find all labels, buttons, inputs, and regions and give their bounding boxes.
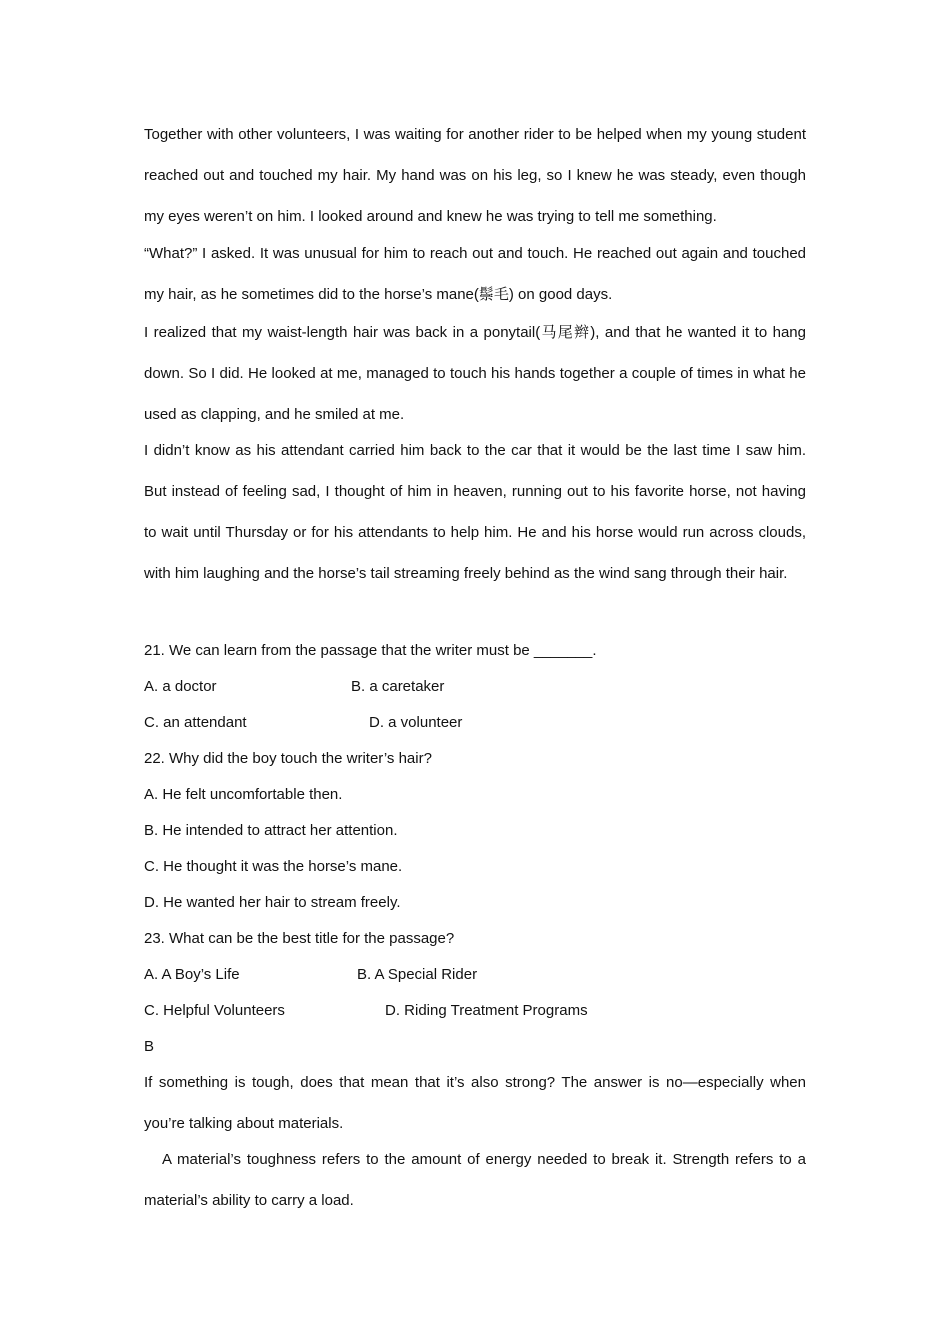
question-23-stem: 23. What can be the best title for the passage? xyxy=(144,930,455,947)
passage-a-paragraph-2: “What?” I asked. It was unusual for him to reach out and touch. He reached out again and touched my hair, as he sometimes did to the horse’s mane(鬃毛) on good days. xyxy=(144,245,806,303)
question-21-option-d: D. a volunteer xyxy=(369,714,463,731)
question-23-option-d: D. Riding Treatment Programs xyxy=(385,1002,588,1019)
question-22-option-b: B. He intended to attract her attention. xyxy=(144,822,398,839)
passage-b-paragraph-2: A material’s toughness refers to the amount of energy needed to break it. Strength refers to a material’s ability to carry a load. xyxy=(144,1151,806,1209)
question-23-option-b: B. A Special Rider xyxy=(357,966,478,983)
question-22-stem: 22. Why did the boy touch the writer’s hair? xyxy=(144,750,432,767)
passage-b-paragraph-1: If something is tough, does that mean that it’s also strong? The answer is no—especially when you’re talking about materials. xyxy=(144,1074,806,1132)
passage-a-paragraph-4: I didn’t know as his attendant carried him back to the car that it would be the last time I saw him. But instead of feeling sad, I thought of him in heaven, running out to his favorite horse, not having to wait until Thursday or for his attendants to help him. He and his horse would run across clouds, with him laughing and the horse’s tail streaming freely behind as the wind sang through their hair. xyxy=(144,442,806,582)
question-21-option-b: B. a caretaker xyxy=(351,678,445,695)
question-22-option-a: A. He felt uncomfortable then. xyxy=(144,786,343,803)
question-23-option-a: A. A Boy’s Life xyxy=(144,966,240,983)
question-21-option-c: C. an attendant xyxy=(144,714,247,731)
question-21-stem: 21. We can learn from the passage that the writer must be _______. xyxy=(144,642,597,659)
passage-a-paragraph-3: I realized that my waist-length hair was back in a ponytail(马尾辫), and that he wanted it to hang down. So I did. He looked at me, managed to touch his hands together a couple of times in what he used as clapping, and he smiled at me. xyxy=(144,324,806,423)
question-22-option-c: C. He thought it was the horse’s mane. xyxy=(144,858,403,875)
passage-a-paragraph-1: Together with other volunteers, I was waiting for another rider to be helped when my young student reached out and touched my hair. My hand was on his leg, so I knew he was steady, even though my eyes weren’t on him. I looked around and knew he was trying to tell me something. xyxy=(144,126,806,225)
section-b-label: B xyxy=(144,1038,155,1055)
question-21-option-a: A. a doctor xyxy=(144,678,217,695)
question-22-option-d: D. He wanted her hair to stream freely. xyxy=(144,894,401,911)
question-23-option-c: C. Helpful Volunteers xyxy=(144,1002,285,1019)
